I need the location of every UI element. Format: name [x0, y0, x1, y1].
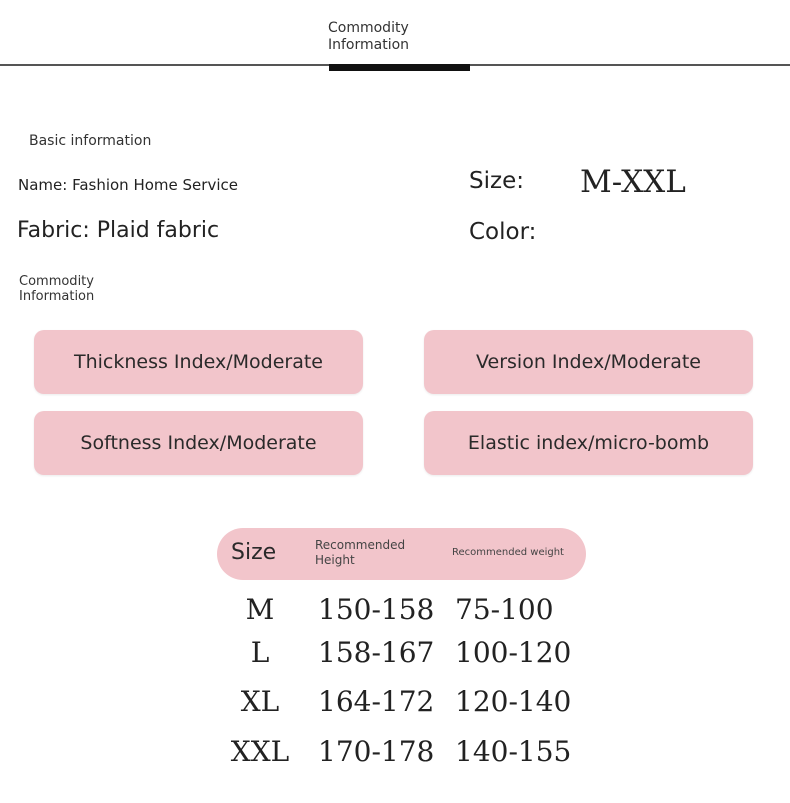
- size-cell: XXL: [230, 735, 290, 768]
- size-column-header: Size: [231, 540, 277, 565]
- size-cell: XL: [240, 685, 280, 718]
- height-cell: 158-167: [318, 636, 435, 669]
- color-label: Color:: [469, 219, 537, 245]
- version-index-card: Version Index/Moderate: [424, 330, 753, 394]
- height-cell: 164-172: [318, 685, 435, 718]
- basic-information-heading: Basic information: [29, 133, 152, 149]
- weight-cell: 100-120: [455, 636, 572, 669]
- active-tab-indicator: [329, 64, 470, 71]
- size-range-value: M-XXL: [580, 164, 686, 200]
- thickness-index-card: Thickness Index/Moderate: [34, 330, 363, 394]
- weight-cell: 75-100: [455, 593, 554, 626]
- size-cell: L: [250, 636, 270, 669]
- elastic-index-card: Elastic index/micro-bomb: [424, 411, 753, 475]
- softness-index-card: Softness Index/Moderate: [34, 411, 363, 475]
- height-cell: 150-158: [318, 593, 435, 626]
- tab-commodity-information[interactable]: Commodity Information: [328, 20, 410, 53]
- height-cell: 170-178: [318, 735, 435, 768]
- weight-cell: 120-140: [455, 685, 572, 718]
- product-fabric: Fabric: Plaid fabric: [17, 218, 220, 243]
- commodity-information-heading: Commodity Information: [19, 274, 95, 304]
- weight-column-header: Recommended weight: [452, 547, 564, 558]
- weight-cell: 140-155: [455, 735, 572, 768]
- product-name: Name: Fashion Home Service: [18, 176, 238, 194]
- size-label: Size:: [469, 168, 524, 194]
- height-column-header: Recommended Height: [315, 538, 406, 567]
- size-cell: M: [245, 593, 275, 626]
